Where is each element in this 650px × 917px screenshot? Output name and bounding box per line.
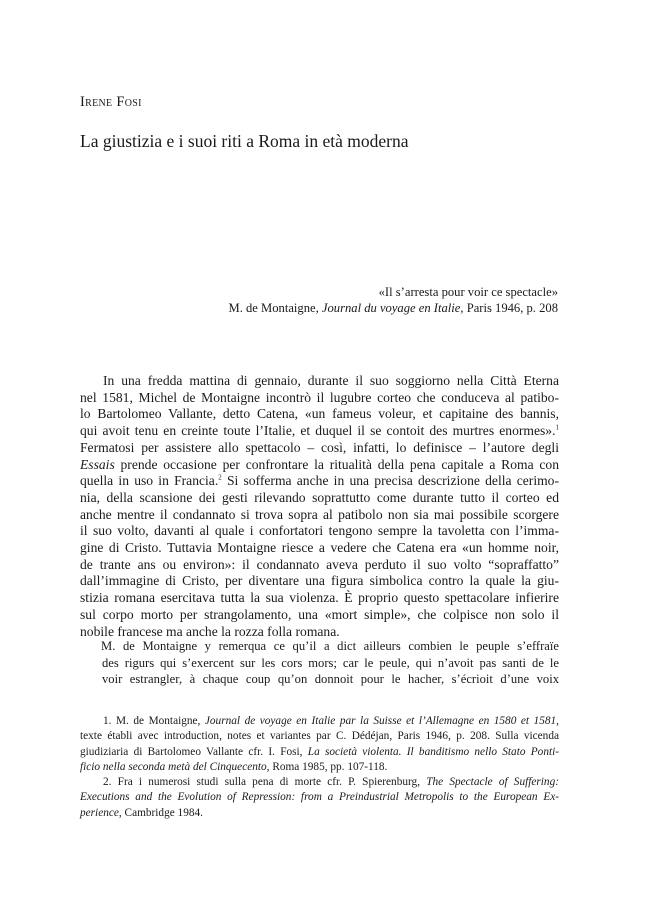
body-line: qui avoit tenu en creinte toute l’Italie, et duquel il se contoit des murtres enormes».$^1$ bbox=[80, 423, 559, 439]
body-line: Essais prende occasione per confrontare la ritualità della pena capitale a Roma con bbox=[80, 456, 559, 472]
author-first-name-rest: rene bbox=[85, 94, 113, 110]
body-line: il suo volto, davanti al quale i confortatori tengono sempre la tavoletta con l’imma- bbox=[80, 523, 559, 539]
epigraph-quote: «Il s’arresta pour voir ce spectacle» bbox=[378, 285, 558, 299]
author-initial: I bbox=[80, 94, 86, 110]
body-line: stizia romana esercitava tutta la sua violenza. È proprio questo spettacolare infierire bbox=[80, 590, 559, 606]
footnotes bbox=[80, 714, 559, 821]
footnote-ref[interactable]: 2 bbox=[218, 473, 222, 482]
epigraph-source: M. de Montaigne, Journal du voyage en Italie, Paris 1946, p. 208 bbox=[228, 301, 558, 315]
body-line: anche mentre il condannato si trova sopra al patibolo non sia mai possibile scorgere bbox=[80, 506, 559, 522]
body-line: Fermatosi per assistere allo spettacolo – così, infatti, lo definisce – l’autore degli bbox=[80, 439, 559, 455]
body-line: dall’immagine di Cristo, per diventare una figura simbolica contro la quale la giu- bbox=[80, 573, 559, 589]
body-line: quella in uso in Francia.$^2$ Si sofferma anche in una precisa descrizione della cerimo- bbox=[80, 473, 560, 489]
author-name bbox=[80, 94, 142, 111]
footnote-1-line: 1. M. de Montaigne, Journal de voyage en Italie par la Suisse et l’Allemagne en 1580 et 1581, bbox=[103, 715, 559, 727]
footnote-1-line: ficio nella seconda metà del Cinquecento, Roma 1985, pp. 107-118. bbox=[80, 760, 388, 773]
epigraph bbox=[80, 284, 558, 316]
quote-line: M. de Montaigne y remerqua ce qu’il a dict ailleurs combien le peuple s’effraïe bbox=[101, 639, 559, 653]
body-line: nia, della scansione dei gesti rilevando soprattutto come durante tutto il corteo ed bbox=[80, 489, 559, 505]
body-line: nobile francese ma anche la rozza folla romana. bbox=[80, 623, 340, 639]
block-quote bbox=[102, 638, 559, 688]
footnote-ref[interactable]: 1 bbox=[555, 423, 559, 432]
author-surname-initial: F bbox=[116, 94, 125, 110]
body-line: sul corpo morto per strangolamento, una «mort simple», che colpisce non solo il bbox=[80, 606, 559, 622]
body-line: In una fredda mattina di gennaio, durante il suo soggiorno nella Città Eterna bbox=[103, 373, 559, 388]
footnote-2-line: 2. Fra i numerosi studi sulla pena di morte cfr. P. Spierenburg, The Spectacle of Suffering: bbox=[103, 776, 559, 789]
epigraph-source-title: Journal du voyage en Italie bbox=[321, 301, 461, 315]
body-line: nel 1581, Michel de Montaigne incontrò il lugubre corteo che conduceva al patibo- bbox=[80, 389, 559, 405]
footnote-1-line: texte établi avec introduction, notes et variantes par C. Dédéjan, Paris 1946, p. 208. Sulla vicenda bbox=[80, 730, 559, 743]
footnote-2-line: perience, Cambridge 1984. bbox=[80, 806, 203, 819]
author-surname-rest: osi bbox=[124, 94, 142, 110]
body-line: gine di Cristo. Tuttavia Montaigne riesce a vedere che Catena era «un homme noir, bbox=[80, 540, 559, 556]
chapter-title: La giustizia e i suoi riti a Roma in età moderna bbox=[80, 131, 409, 151]
body-line: lo Bartolomeo Vallante, detto Catena, «un fameus voleur, et capitaine des bannis, bbox=[80, 406, 559, 422]
footnote-1-line: giudiziaria di Bartolomeo Vallante cfr. I. Fosi, La società violenta. Il banditismo nello Stato Ponti- bbox=[80, 745, 560, 758]
quote-line: des rigurs qui s’exercent sur les cors mors; car le peule, qui n’avoit pas santi de le bbox=[102, 655, 559, 670]
body-paragraph bbox=[80, 373, 559, 640]
footnote-2-line: Executions and the Evolution of Repression: from a Preindustrial Metropolis to the European Ex- bbox=[80, 791, 559, 804]
body-line: de trante ans ou environ»: il condannato aveva perduto il suo volto “sopraffatto” bbox=[80, 556, 559, 572]
quote-line: voir estrangler, à chaque coup qu’on donnoit pour le hacher, s’écrioit d’une voix bbox=[102, 672, 559, 687]
